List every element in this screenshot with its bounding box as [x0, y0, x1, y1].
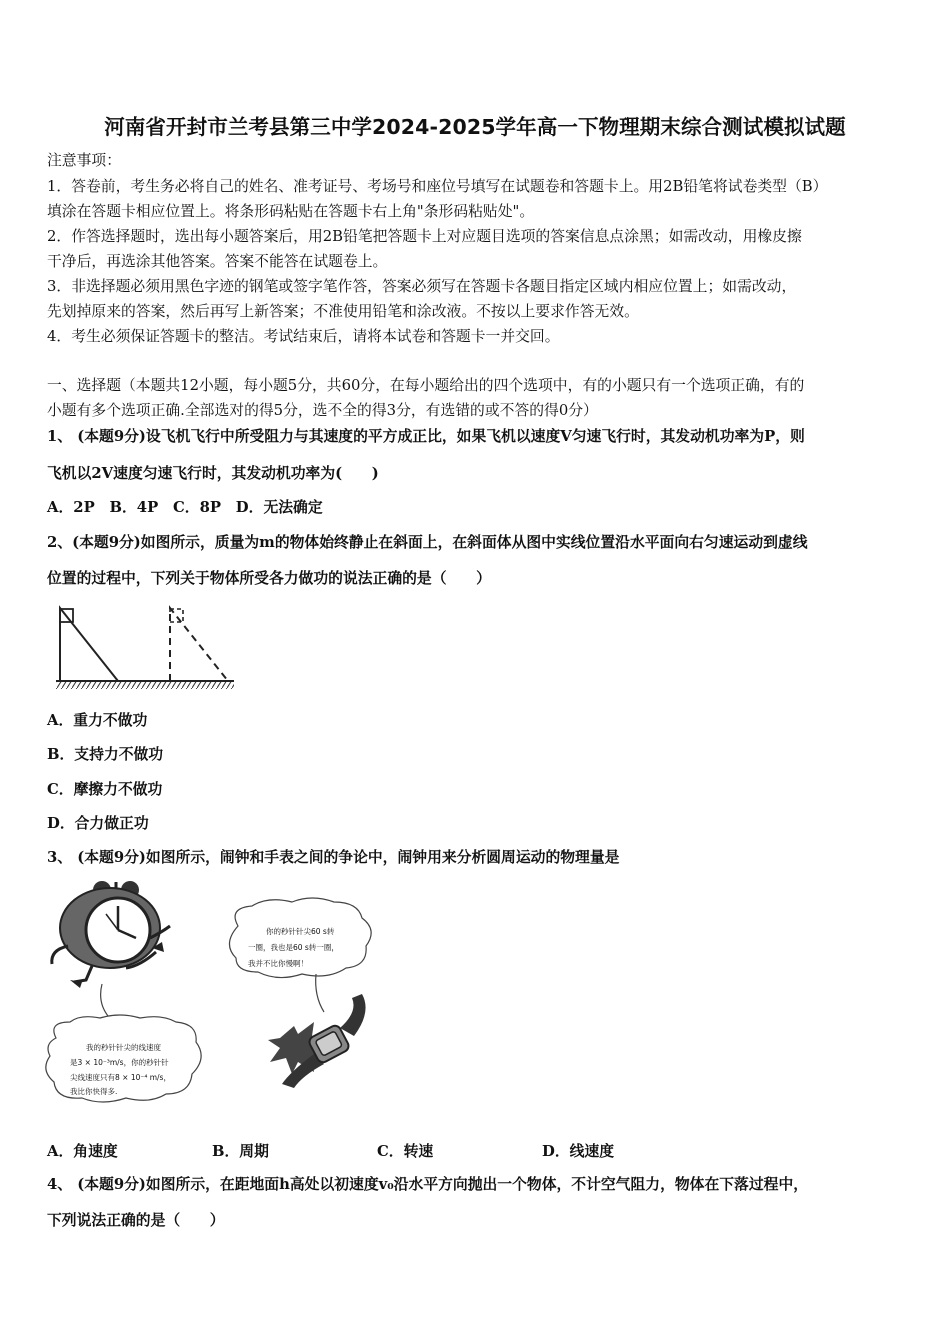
- notice-line: 填涂在答题卡相应位置上。将条形码粘贴在答题卡右上角"条形码粘贴处"。: [47, 203, 535, 220]
- incline-dashed: [170, 608, 228, 681]
- question-2-text: 2、(本题9分)如图所示，质量为m的物体始终静止在斜面上，在斜面体从图中实线位置沿水平面向右匀速运动到虚线: [47, 534, 808, 551]
- question-2-option: C．摩擦力不做功: [47, 781, 163, 798]
- question-3-option: A．角速度: [47, 1143, 118, 1160]
- clock-bubble-line: 我比你快得多.: [70, 1087, 118, 1096]
- question-3-option: C．转速: [377, 1143, 434, 1160]
- question-3-text: 3、 (本题9分)如图所示，闹钟和手表之间的争论中，闹钟用来分析圆周运动的物理量是: [47, 849, 620, 866]
- section-heading: 小题有多个选项正确.全部选对的得5分，选不全的得3分，有选错的或不答的得0分）: [47, 402, 598, 419]
- watch-bubble-line: 你的秒针针尖60 s转: [266, 927, 335, 936]
- question-1-options: A．2P B．4P C．8P D．无法确定: [47, 499, 323, 516]
- question-3-option: B．周期: [212, 1143, 269, 1160]
- watch-bubble-line: 一圈，我也是60 s转一圈，: [248, 943, 339, 952]
- question-2-text: 位置的过程中，下列关于物体所受各力做功的说法正确的是（ ）: [47, 570, 491, 587]
- ground-hatching: [56, 681, 234, 689]
- question-2-option: A．重力不做功: [47, 712, 148, 729]
- exam-title: 河南省开封市兰考县第三中学2024-2025学年高一下物理期末综合测试模拟试题: [104, 115, 846, 139]
- section-heading: 一、选择题（本题共12小题，每小题5分，共60分，在每小题给出的四个选项中，有的小题只有一个选项正确，有的: [47, 377, 805, 394]
- notice-line: 2．作答选择题时，选出每小题答案后，用2B铅笔把答题卡上对应题目选项的答案信息点涂黑；如需改动，用橡皮擦: [47, 228, 802, 245]
- alarm-clock-icon: [52, 881, 170, 988]
- question-4-text: 下列说法正确的是（ ）: [47, 1212, 225, 1229]
- question-3-option: D．线速度: [542, 1143, 615, 1160]
- clock-bubble-line: 尖线速度只有8 × 10⁻⁴ m/s，: [70, 1073, 171, 1082]
- incline-diagram: [52, 600, 238, 694]
- notice-line: 3．非选择题必须用黑色字迹的钢笔或签字笔作答，答案必须写在答题卡各题目指定区域内相应位置上；如需改动，: [47, 278, 797, 295]
- question-1-text: 飞机以2V速度匀速飞行时，其发动机功率为( ): [47, 465, 379, 482]
- incline-solid: [60, 608, 118, 681]
- clock-bubble-line: 是3 × 10⁻³m/s，你的秒针针: [70, 1058, 169, 1067]
- question-2-option: D．合力做正功: [47, 815, 149, 832]
- notice-heading: 注意事项：: [47, 152, 121, 169]
- question-1-text: 1、 (本题9分)设飞机飞行中所受阻力与其速度的平方成正比，如果飞机以速度V匀速飞行时，其发动机功率为P，则: [47, 428, 805, 445]
- notice-line: 1．答卷前，考生务必将自己的姓名、准考证号、考场号和座位号填写在试题卷和答题卡上。用2B铅笔将试卷类型（B）: [47, 178, 828, 195]
- question-2-option: B．支持力不做功: [47, 746, 164, 763]
- clock-watch-cartoon: [40, 878, 380, 1118]
- clock-bubble-line: 我的秒针针尖的线速度: [86, 1043, 161, 1052]
- notice-line: 4．考生必须保证答题卡的整洁。考试结束后，请将本试卷和答题卡一并交回。: [47, 328, 560, 345]
- watch-bubble-line: 我并不比你慢啊！: [248, 959, 308, 968]
- notice-line: 先划掉原来的答案，然后再写上新答案；不准使用铅笔和涂改液。不按以上要求作答无效。: [47, 303, 639, 320]
- wristwatch-icon: [268, 994, 366, 1088]
- question-4-text: 4、 (本题9分)如图所示，在距地面h高处以初速度v₀沿水平方向抛出一个物体，不计空气阻力，物体在下落过程中，: [47, 1176, 809, 1193]
- notice-line: 干净后，再选涂其他答案。答案不能答在试题卷上。: [47, 253, 388, 270]
